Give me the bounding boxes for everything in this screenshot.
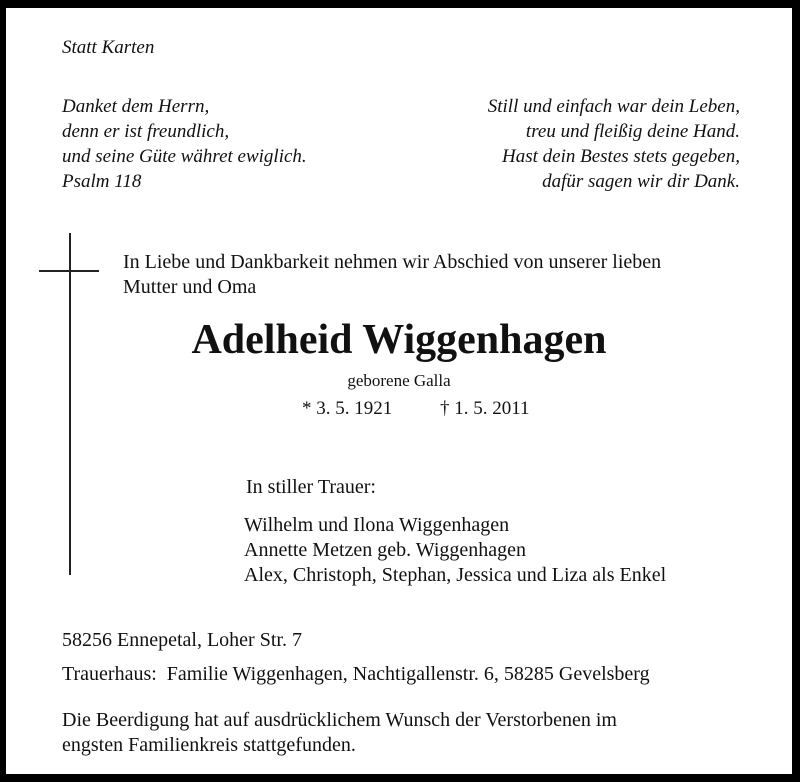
maiden-name: geborene Galla (347, 371, 451, 390)
birth-date: * 3. 5. 1921 (302, 398, 393, 419)
verse-line: und seine Güte währet ewiglich. (62, 146, 307, 167)
verse-line: dafür sagen wir dir Dank. (542, 171, 740, 192)
obituary-notice (6, 8, 792, 774)
mourner: Alex, Christoph, Stephan, Jessica und Liza als Enkel (244, 564, 667, 586)
closing-line: engsten Familienkreis stattgefunden. (62, 734, 356, 756)
address: 58256 Ennepetal, Loher Str. 7 (62, 629, 302, 651)
verse-line: Still und einfach war dein Leben, (487, 96, 740, 117)
verse-line: denn er ist freundlich, (62, 121, 230, 142)
intro-line: Mutter und Oma (123, 276, 257, 298)
deceased-name: Adelheid Wiggenhagen (191, 317, 607, 363)
mourner: Wilhelm und Ilona Wiggenhagen (244, 514, 510, 536)
verse-line: treu und fleißig deine Hand. (525, 121, 740, 142)
verse-line: Hast dein Bestes stets gegeben, (502, 146, 740, 167)
intro-line: In Liebe und Dankbarkeit nehmen wir Abschied von unserer lieben (123, 251, 662, 273)
verse-line: Psalm 118 (62, 171, 142, 192)
mourners-title: In stiller Trauer: (246, 476, 376, 498)
verse-line: Danket dem Herrn, (62, 96, 210, 117)
trauerhaus: Trauerhaus: Familie Wiggenhagen, Nachtigallenstr. 6, 58285 Gevelsberg (62, 663, 650, 685)
header-text: Statt Karten (62, 37, 155, 58)
death-date: † 1. 5. 2011 (440, 398, 530, 419)
mourner: Annette Metzen geb. Wiggenhagen (244, 539, 527, 561)
closing-line: Die Beerdigung hat auf ausdrücklichem Wunsch der Verstorbenen im (62, 709, 617, 731)
